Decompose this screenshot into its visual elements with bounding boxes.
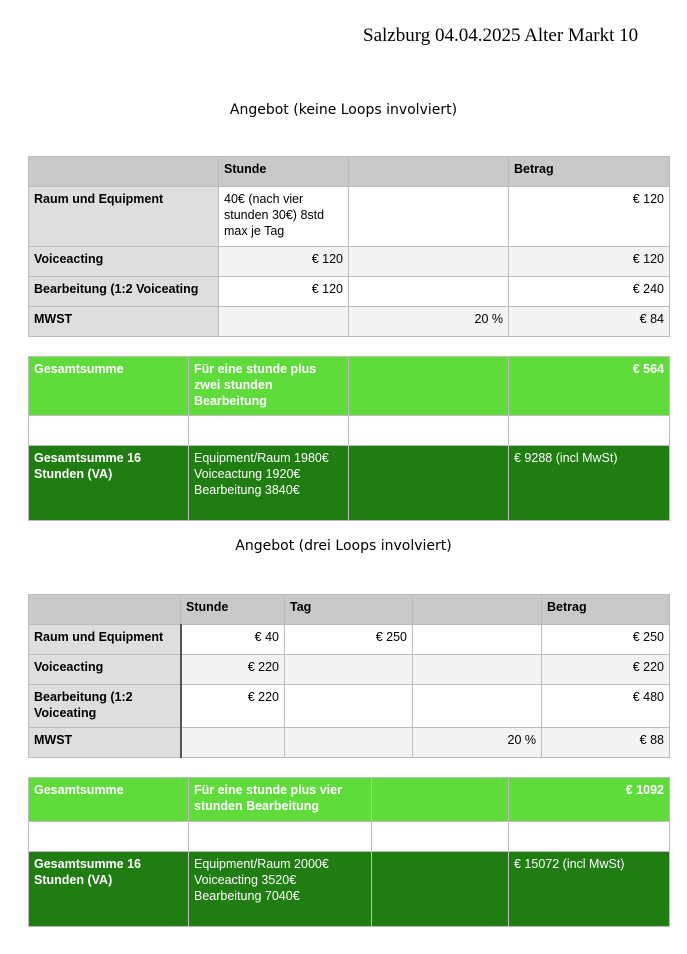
offer2-header-extra [413,595,542,625]
empty-cell [189,822,372,852]
total-empty [372,778,509,822]
total-description: Für eine stunde plus zwei stunden Bearbeitung [189,357,349,416]
offer1-table [28,156,670,337]
offer1-total-row [29,357,670,416]
offer2-header-betrag: Betrag [542,595,670,625]
empty-cell [372,822,509,852]
offer1-header-label [29,157,219,187]
table-row [29,247,670,277]
table-row [29,187,670,247]
row-extra [349,187,509,247]
offer2-spacer-row [29,822,670,852]
row-extra: 20 % [413,728,542,758]
row-extra [413,655,542,685]
breakdown-line: Voiceacting 3520€ [194,873,297,887]
row-extra: 20 % [349,307,509,337]
total16-value: € 9288 (incl MwSt) [509,446,670,521]
total-value: € 1092 [509,778,670,822]
row-label: Bearbeitung (1:2 Voiceating [29,685,181,728]
document-header: Salzburg 04.04.2025 Alter Markt 10 [363,25,639,46]
table-row [29,277,670,307]
empty-cell [349,416,509,446]
empty-cell [189,416,349,446]
row-betrag: € 240 [509,277,670,307]
offer2-header-row [29,595,670,625]
row-label: Raum und Equipment [29,625,181,655]
breakdown-line: Equipment/Raum 1980€ [194,451,329,465]
row-extra [413,685,542,728]
offer1-spacer-row [29,416,670,446]
row-stunde [181,728,285,758]
total16-empty [349,446,509,521]
offer1-header-extra [349,157,509,187]
row-stunde: € 120 [219,277,349,307]
empty-cell [29,822,189,852]
offer1-header-stunde: Stunde [219,157,349,187]
empty-cell [29,416,189,446]
row-tag [285,728,413,758]
row-stunde: 40€ (nach vier stunden 30€) 8std max je Tag [219,187,349,247]
row-betrag: € 120 [509,187,670,247]
table-row [29,655,670,685]
row-betrag: € 220 [542,655,670,685]
offer2-total-row [29,778,670,822]
total16-value: € 15072 (incl MwSt) [509,852,670,927]
row-stunde [219,307,349,337]
empty-cell [509,822,670,852]
row-betrag: € 84 [509,307,670,337]
offer1-header-row [29,157,670,187]
total16-label: Gesamtsumme 16 Stunden (VA) [29,852,189,927]
row-stunde: € 220 [181,655,285,685]
row-extra [349,247,509,277]
empty-cell [509,416,670,446]
total16-breakdown [189,852,372,927]
row-stunde: € 220 [181,685,285,728]
breakdown-line: Bearbeitung 7040€ [194,889,300,903]
row-label: Raum und Equipment [29,187,219,247]
row-tag [285,655,413,685]
total-label: Gesamtsumme [29,357,189,416]
row-betrag: € 250 [542,625,670,655]
row-label: Bearbeitung (1:2 Voiceating [29,277,219,307]
total16-label: Gesamtsumme 16 Stunden (VA) [29,446,189,521]
row-stunde: € 40 [181,625,285,655]
row-label: MWST [29,728,181,758]
breakdown-line: Bearbeitung 3840€ [194,483,300,497]
table-row [29,307,670,337]
row-tag [285,685,413,728]
total-label: Gesamtsumme [29,778,189,822]
breakdown-line: Equipment/Raum 2000€ [194,857,329,871]
row-label: Voiceacting [29,247,219,277]
row-label: MWST [29,307,219,337]
row-extra [349,277,509,307]
row-extra [413,625,542,655]
row-betrag: € 480 [542,685,670,728]
row-label: Voiceacting [29,655,181,685]
total-empty [349,357,509,416]
total16-empty [372,852,509,927]
total16-breakdown [189,446,349,521]
offer2-title: Angebot (drei Loops involviert) [235,538,452,554]
total-description: Für eine stunde plus vier stunden Bearbeitung [189,778,372,822]
row-betrag: € 120 [509,247,670,277]
offer2-header-tag: Tag [285,595,413,625]
offer1-title: Angebot (keine Loops involviert) [229,102,458,118]
offer1-summary-table [28,356,670,521]
breakdown-line: Voiceactung 1920€ [194,467,301,481]
offer1-total16-row [29,446,670,521]
total-value: € 564 [509,357,670,416]
table-row [29,685,670,728]
offer2-header-label [29,595,181,625]
row-stunde: € 120 [219,247,349,277]
table-row [29,728,670,758]
row-betrag: € 88 [542,728,670,758]
offer2-total16-row [29,852,670,927]
row-tag: € 250 [285,625,413,655]
offer2-table [28,594,670,758]
offer1-header-betrag: Betrag [509,157,670,187]
offer2-summary-table [28,777,670,927]
table-row [29,625,670,655]
offer2-header-stunde: Stunde [181,595,285,625]
